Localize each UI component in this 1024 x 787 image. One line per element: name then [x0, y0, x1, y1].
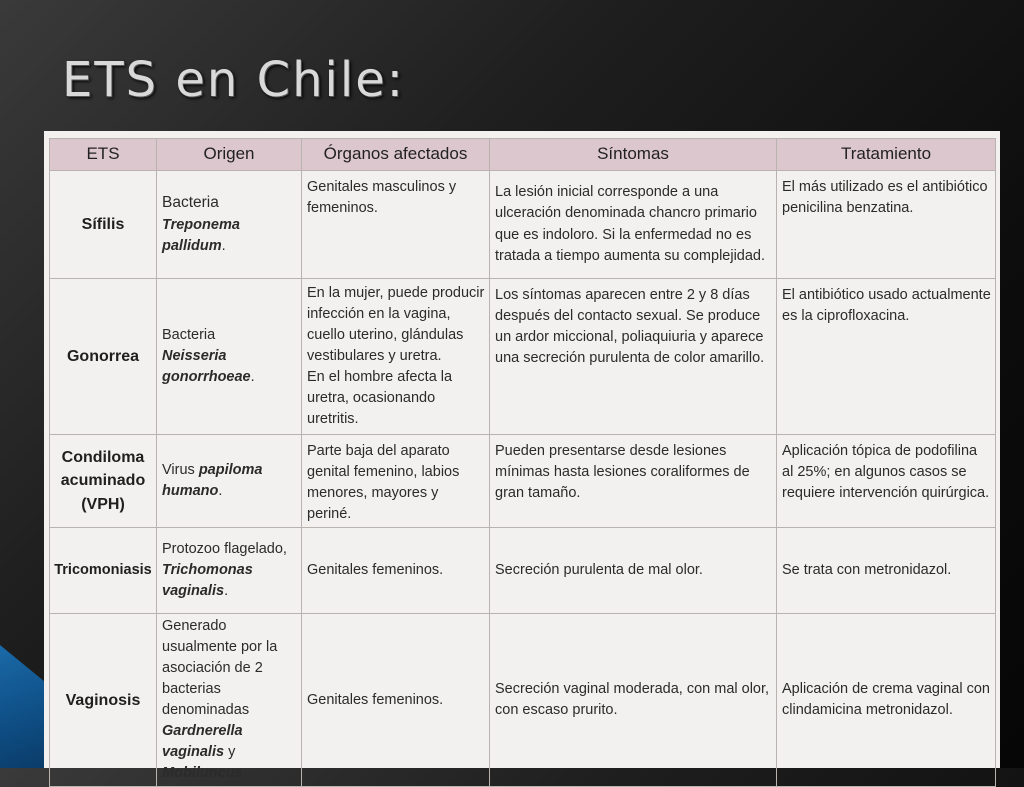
header-origen: Origen: [157, 139, 302, 171]
ets-name: Tricomoniasis: [50, 528, 157, 614]
sintomas-cell: Los síntomas aparecen entre 2 y 8 días después del contacto sexual. Se produce un ardor miccional, poliaquiuria y aparece una secreción purulenta de color amarillo.: [490, 279, 777, 435]
origen-text: Bacteria: [162, 194, 219, 212]
origen-species: Neisseria gonorrhoeae: [162, 347, 251, 385]
header-ets: ETS: [50, 139, 157, 171]
origen-species: Trichomonas vaginalis: [162, 562, 253, 600]
sintomas-cell: Pueden presentarse desde lesiones mínimas hasta lesiones coraliformes de gran tamaño.: [490, 435, 777, 528]
organos-cell: [302, 279, 490, 435]
organos-cell: Genitales masculinos y femeninos.: [302, 171, 490, 279]
table-row: [50, 171, 996, 279]
sintomas-cell: Secreción vaginal moderada, con mal olor, con escaso prurito.: [490, 614, 777, 787]
origen-species: Treponema pallidum: [162, 216, 240, 254]
sintomas-cell: La lesión inicial corresponde a una ulceración denominada chancro primario que es indoloro. Si la enfermedad no es tratada a tiempo aumenta su complejidad.: [490, 171, 777, 279]
ets-name: Gonorrea: [50, 279, 157, 435]
ets-name: Sífilis: [50, 171, 157, 279]
organos-cell: Genitales femeninos.: [302, 614, 490, 787]
origen-suffix: .: [218, 483, 223, 500]
organos-cell: Genitales femeninos.: [302, 528, 490, 614]
ets-name: Condiloma acuminado (VPH): [50, 435, 157, 528]
table-row: [50, 279, 996, 435]
origen-cell: [157, 614, 302, 787]
table-row: [50, 614, 996, 787]
origen-text: Virus: [162, 462, 195, 479]
origen-species: papiloma humano: [162, 462, 263, 500]
organos-text-2: En el hombre afecta la uretra, ocasionando uretritis.: [307, 369, 453, 428]
origen-suffix: .: [221, 237, 226, 254]
origen-cell: [157, 435, 302, 528]
ets-name: Vaginosis: [50, 614, 157, 787]
origen-cell: [157, 279, 302, 435]
organos-cell: Parte baja del aparato genital femenino, labios menores, mayores y periné.: [302, 435, 490, 528]
tratamiento-cell: El antibiótico usado actualmente es la ciprofloxacina.: [777, 279, 996, 435]
table-header-row: [50, 139, 996, 171]
table-row: [50, 435, 996, 528]
origen-cell: [157, 528, 302, 614]
sintomas-cell: Secreción purulenta de mal olor.: [490, 528, 777, 614]
tratamiento-cell: El más utilizado es el antibiótico penicilina benzatina.: [777, 171, 996, 279]
slide-title: ETS en Chile:: [62, 52, 405, 108]
tratamiento-cell: Se trata con metronidazol.: [777, 528, 996, 614]
tratamiento-cell: Aplicación de crema vaginal con clindamicina metronidazol.: [777, 614, 996, 787]
header-organos: Órganos afectados: [302, 139, 490, 171]
origen-species: Gardnerella vaginalis: [162, 723, 243, 761]
tratamiento-cell: Aplicación tópica de podofilina al 25%; en algunos casos se requiere intervención quirúrgica.: [777, 435, 996, 528]
ets-table-sheet: [44, 131, 1000, 782]
origen-cell: [157, 171, 302, 279]
table-row: [50, 528, 996, 614]
origen-suffix: .: [242, 765, 247, 782]
origen-text: Protozoo flagelado,: [162, 541, 287, 558]
ets-table: [49, 138, 996, 787]
header-sintomas: Síntomas: [490, 139, 777, 171]
origen-text: Bacteria: [162, 326, 216, 343]
origen-connector: y: [224, 744, 236, 761]
origen-suffix: .: [224, 583, 229, 600]
organos-text: En la mujer, puede producir infección en la vagina, cuello uterino, glándulas vestibulares y uretra.: [307, 284, 485, 364]
origen-text: Generado usualmente por la asociación de 2 bacterias denominadas: [162, 618, 278, 719]
origen-species-2: Mobiluncus: [162, 765, 243, 782]
header-tratamiento: Tratamiento: [777, 139, 996, 171]
origen-suffix: .: [250, 369, 255, 385]
